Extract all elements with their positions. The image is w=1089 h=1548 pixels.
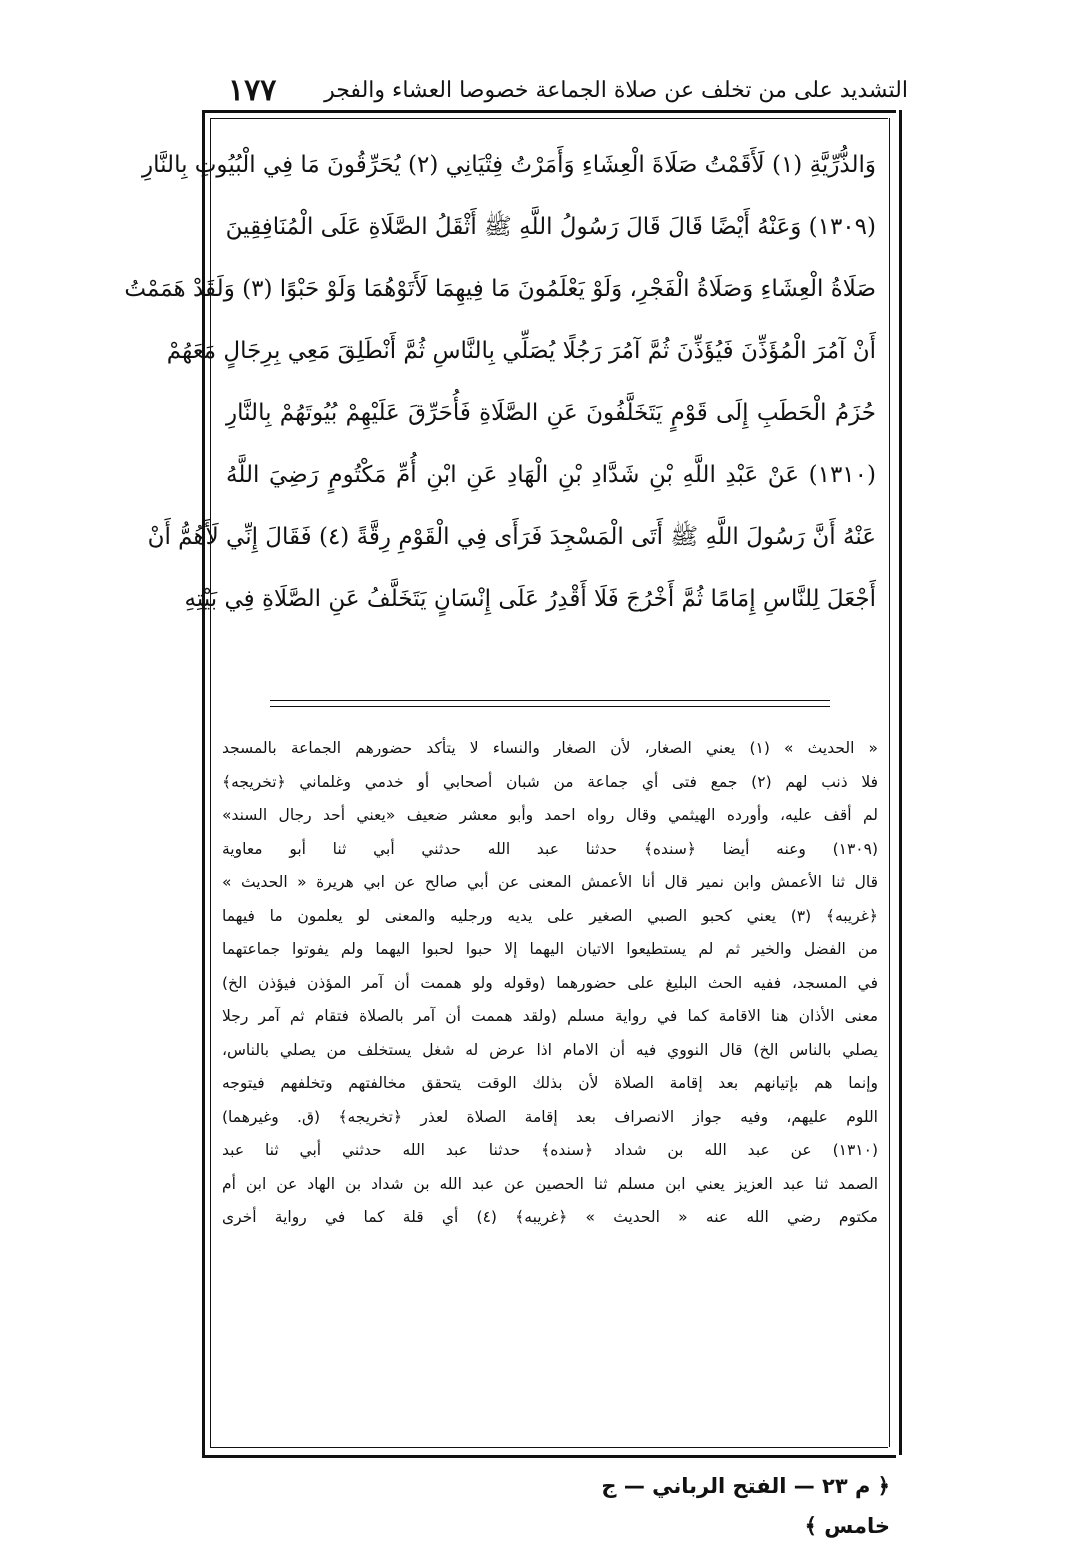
main-line: أَنْ آمُرَ الْمُؤَذِّنَ فَيُؤَذِّنَ ثُمَّ آمُرَ رَجُلًا يُصَلِّي بِالنَّاسِ ثُمَّ أَنْطَلِقَ مَعِي بِرِجَالٍ مَعَهُمْ bbox=[166, 338, 876, 364]
note-line: فلا ذنب لهم (٢) جمع فتى أي جماعة من شبان أصحابي أو خدمي وغلماني ﴿تخريجه﴾ bbox=[222, 772, 879, 791]
frame-bottom-rule bbox=[202, 1455, 896, 1458]
note-line: اللوم عليهم، وفيه جواز الانصراف بعد إقامة الصلاة لعذر ﴿تخريجه﴾ (ق. وغيرهما) bbox=[222, 1107, 878, 1126]
main-line: عَنْهُ أَنَّ رَسُولَ اللَّهِ ﷺ أَتَى الْمَسْجِدَ فَرَأَى فِي الْقَوْمِ رِقَّةً (٤) فَقَالَ إِنِّي لَأَهُمُّ أَنْ bbox=[147, 524, 876, 550]
notes-separator-second bbox=[270, 706, 830, 707]
main-line: وَالذُّرِّيَّةِ (١) لَأَقَمْتُ صَلَاةَ الْعِشَاءِ وَأَمَرْتُ فِتْيَانِي (٢) يُحَرِّقُونَ مَا فِي الْبُيُوتِ بِالنَّارِ bbox=[142, 152, 876, 178]
note-line: لم أقف عليه، وأورده الهيثمي وقال رواه احمد وأبو معشر ضعيف «يعني أحد رجال السند» bbox=[222, 806, 878, 824]
main-line: حُزَمُ الْحَطَبِ إِلَى قَوْمٍ يَتَخَلَّفُونَ عَنِ الصَّلَاةِ فَأُحَرِّقَ عَلَيْهِمْ بُيُوتَهُمْ بِالنَّارِ bbox=[226, 400, 876, 426]
notes-separator bbox=[270, 700, 830, 701]
frame-top-inner-rule bbox=[210, 118, 888, 119]
header-title: التشديد على من تخلف عن صلاة الجماعة خصوصا العشاء والفجر bbox=[324, 77, 908, 103]
note-line: (١٣١٠) عن عبد الله بن شداد ﴿سنده﴾ حدثنا عبد الله حدثني أبي ثنا عبد bbox=[222, 1141, 878, 1159]
note-line: في المسجد، ففيه الحث البليغ على حضورهما (وقوله ولو هممت أن آمر المؤذن فيؤذن الخ) bbox=[222, 973, 878, 992]
note-line: ﴿غريبه﴾ (٣) يعني كحبو الصبي الصغير على يديه ورجليه والمعنى لو يعلمون ما فيهما bbox=[222, 906, 878, 925]
main-line: صَلَاةُ الْعِشَاءِ وَصَلَاةُ الْفَجْرِ، وَلَوْ يَعْلَمُونَ مَا فِيهِمَا لَأَتَوْهُمَا وَلَوْ حَبْوًا (٣) وَلَقَدْ هَمَمْتُ bbox=[124, 276, 876, 302]
note-line: مكتوم رضي الله عنه « الحديث » ﴿غريبه﴾ (٤) أي قلة كما في رواية أخرى bbox=[222, 1208, 878, 1226]
main-line: أَجْعَلَ لِلنَّاسِ إِمَامًا ثُمَّ أَخْرُجَ فَلَا أَقْدِرُ عَلَى إِنْسَانٍ يَتَخَلَّفُ عَنِ الصَّلَاةِ فِي بَيْتِهِ bbox=[184, 586, 876, 612]
signature-footer: ﴿ م ٢٣ — الفتح الرباني — ج خامس ﴾ bbox=[601, 1474, 890, 1538]
footnotes bbox=[222, 732, 878, 1235]
note-line: يصلي بالناس الخ) قال النووي فيه أن الامام اذا عرض له شغل يستخلف من يصلي بالناس، bbox=[222, 1040, 878, 1059]
note-line: معنى الأذان هنا الاقامة كما في رواية مسلم (ولقد هممت أن آمر بالصلاة فتقام ثم آمر رجلا bbox=[222, 1007, 878, 1025]
running-header bbox=[228, 68, 908, 112]
main-text bbox=[124, 134, 876, 630]
note-line: « الحديث » (١) يعني الصغار، لأن الصغار والنساء لا يتأكد حضورهم الجماعة بالمسجد bbox=[222, 739, 879, 757]
note-line: وإنما هم بإتيانهم بعد إقامة الصلاة لأن بذلك الوقت يتحقق مخالفتهم وتخلفهم فيتوجه bbox=[222, 1074, 878, 1092]
note-line: (١٣٠٩) وعنه أيضا ﴿سنده﴾ حدثنا عبد الله حدثني أبي ثنا أبو معاوية bbox=[222, 839, 878, 858]
note-line: من الفضل والخير ثم لم يستطيعوا الاتيان اليهما إلا حبوا لحبوا اليهما ولم يفوتوا جماعتهما bbox=[222, 940, 878, 958]
note-line: الصمد ثنا عبد العزيز يعني ابن مسلم ثنا الحصين عن عبد الله بن شداد بن الهاد عن ابن أم bbox=[222, 1174, 878, 1193]
frame-top-rule bbox=[202, 110, 896, 113]
main-line: (١٣٠٩) وَعَنْهُ أَيْضًا قَالَ قَالَ رَسُولُ اللَّهِ ﷺ أَثْقَلُ الصَّلَاةِ عَلَى الْمُنَافِقِينَ bbox=[225, 214, 876, 240]
page-number: ١٧٧ bbox=[228, 72, 277, 108]
main-line: (١٣١٠) عَنْ عَبْدِ اللَّهِ بْنِ شَدَّادِ بْنِ الْهَادِ عَنِ ابْنِ أُمِّ مَكْتُومٍ رَضِيَ اللَّهُ bbox=[226, 462, 876, 488]
frame-bottom-inner-rule bbox=[210, 1447, 888, 1448]
note-line: قال ثنا الأعمش وابن نمير قال أنا الأعمش المعنى عن أبي صالح عن ابي هريرة « الحديث » bbox=[222, 873, 878, 891]
